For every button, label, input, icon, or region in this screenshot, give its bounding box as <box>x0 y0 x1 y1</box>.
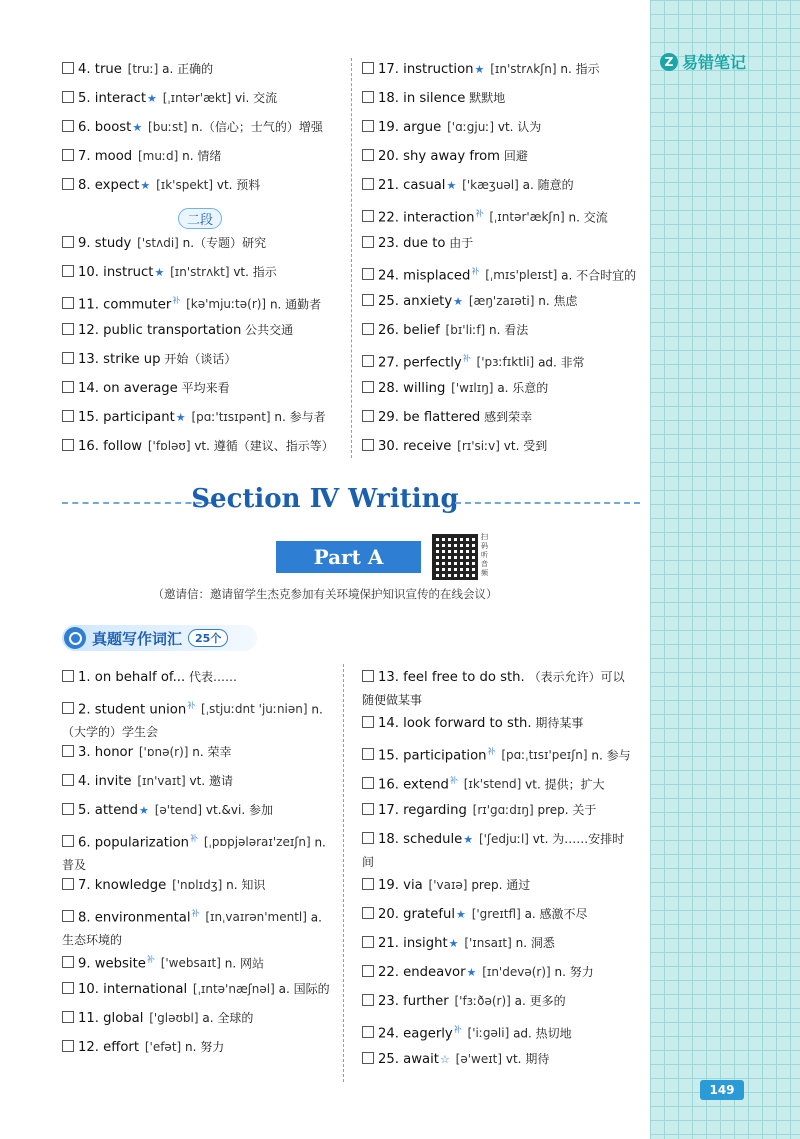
vocab-meaning: a. 随意的 <box>518 178 574 192</box>
vocab-meaning: n.（大学的）学生会 <box>62 702 323 740</box>
vocab-meaning: a. 更多的 <box>510 994 566 1008</box>
checkbox-icon[interactable] <box>362 149 374 161</box>
vocab-phonetic: [truː] <box>123 62 159 76</box>
vocab-item <box>62 799 334 828</box>
checkbox-icon[interactable] <box>362 965 374 977</box>
vocab-item <box>362 666 634 712</box>
column-divider-bottom <box>343 664 344 1082</box>
vocab-item <box>62 58 342 87</box>
vocab-word: 20. grateful <box>378 907 455 922</box>
vocab-item <box>362 874 634 903</box>
vocab-word: 12. public transportation <box>78 323 242 338</box>
vocab-item <box>362 377 642 406</box>
vocab-meaning: vt. 期待 <box>502 1052 550 1066</box>
vocab-item <box>362 1019 634 1048</box>
vocab-meaning: n. 通勤者 <box>266 297 322 312</box>
vocab-header-title: 真题写作词汇 <box>92 629 183 648</box>
vocab-word: 27. perfectly <box>378 355 462 371</box>
vocab-mark-icon: ★ <box>175 411 186 424</box>
vocab-list-bottom-right <box>362 666 634 1077</box>
vocab-phonetic: [ˌmɪs'pleɪst] <box>481 268 558 283</box>
vocab-item <box>362 58 642 87</box>
vocab-meaning: a. 不合时宜的 <box>557 268 637 283</box>
vocab-item <box>62 116 342 145</box>
vocab-word: 14. on average <box>78 381 178 396</box>
vocab-item <box>62 1036 334 1065</box>
section-title: Section Ⅳ Writing <box>191 484 459 514</box>
vocab-phonetic: [ɪn'strʌkt] <box>166 265 230 279</box>
vocab-meaning: vt. 邀请 <box>185 774 233 788</box>
vocab-phonetic: ['websaɪt] <box>156 956 221 971</box>
vocab-word: 24. eagerly <box>378 1026 453 1042</box>
vocab-word: 11. global <box>78 1011 144 1026</box>
vocab-word: 26. belief <box>378 323 440 338</box>
vocab-item <box>362 1048 634 1077</box>
vocab-phonetic: ['fɒləʊ] <box>144 439 191 453</box>
vocab-phonetic: [ə'weɪt] <box>451 1052 503 1066</box>
search-icon <box>64 627 86 649</box>
vocab-meaning: a. 正确的 <box>158 62 214 76</box>
vocab-mark-icon: 补 <box>453 1025 462 1034</box>
vocab-meaning: a. 国际的 <box>274 982 330 996</box>
vocab-phonetic: [ɪk'spekt] <box>152 178 214 192</box>
vocab-list-top-right <box>362 58 642 464</box>
vocab-item <box>62 435 342 464</box>
vocab-word: 7. knowledge <box>78 878 167 893</box>
vocab-meaning: vi. 交流 <box>231 91 278 105</box>
vocab-meaning: n. 交流 <box>564 210 608 225</box>
vocab-mark-icon: 补 <box>172 296 181 305</box>
vocab-word: 8. environmental <box>78 910 191 926</box>
vocab-phonetic: ['nɒlɪdʒ] <box>168 878 223 892</box>
vocab-item <box>362 406 642 435</box>
vocab-meaning: 代表…… <box>185 670 237 684</box>
vocab-phonetic: [ɪk'stend] <box>459 777 522 792</box>
vocab-item <box>362 799 634 828</box>
vocab-meaning: n. 荣幸 <box>188 745 232 759</box>
vocab-phonetic: [kə'mjuːtə(r)] <box>182 297 267 312</box>
sidebar-label <box>660 50 746 73</box>
vocab-item <box>62 261 342 290</box>
vocab-item <box>362 932 634 961</box>
vocab-word: 17. regarding <box>378 803 467 818</box>
vocab-item <box>362 87 642 116</box>
vocab-meaning: n. 指示 <box>556 62 600 76</box>
vocab-word: 4. true <box>78 62 122 77</box>
vocab-phonetic: [muːd] <box>134 149 179 163</box>
checkbox-icon[interactable] <box>362 936 374 948</box>
vocab-item <box>62 903 334 949</box>
vocab-item <box>362 261 642 290</box>
vocab-phonetic: [ɪn'strʌkʃn] <box>486 62 557 76</box>
checkbox-icon[interactable] <box>362 62 374 74</box>
vocab-item <box>62 87 342 116</box>
vocab-meaning: ad. 热切地 <box>509 1026 572 1041</box>
vocab-word: 25. anxiety <box>378 294 453 309</box>
vocab-word: 1. on behalf of... <box>78 670 186 685</box>
checkbox-icon[interactable] <box>62 323 74 335</box>
vocab-mark-icon: ★ <box>456 908 466 921</box>
vocab-meaning: 期待某事 <box>531 716 584 730</box>
vocab-phonetic: ['vaɪə] <box>424 878 468 892</box>
column-divider-top <box>351 58 352 458</box>
vocab-word: 20. shy away from <box>378 149 501 164</box>
vocab-word: 8. expect <box>78 178 140 193</box>
qr-code-icon[interactable] <box>432 534 478 580</box>
vocab-count-badge: 25个 <box>188 629 228 647</box>
vocab-meaning: 感到荣幸 <box>480 410 533 424</box>
vocab-word: 5. attend <box>78 803 139 818</box>
vocab-item <box>362 712 634 741</box>
checkbox-icon[interactable] <box>362 439 374 451</box>
vocab-meaning: a. 生态环境的 <box>62 910 322 948</box>
vocab-item <box>362 990 634 1019</box>
vocab-meaning: 回避 <box>500 149 528 163</box>
checkbox-icon[interactable] <box>362 1026 374 1038</box>
vocab-item <box>62 695 334 741</box>
vocab-meaning: n. 焦虑 <box>534 294 578 308</box>
vocab-word: 15. participant <box>78 410 175 425</box>
checkbox-icon[interactable] <box>62 178 74 190</box>
vocab-meaning: n. 努力 <box>181 1040 225 1054</box>
vocab-meaning: n.（信心；士气的）增强 <box>187 120 323 134</box>
vocab-word: 10. instruct <box>78 265 154 280</box>
vocab-word: 9. study <box>78 236 132 251</box>
vocab-word: 3. honor <box>78 745 134 760</box>
checkbox-icon[interactable] <box>362 323 374 335</box>
vocab-phonetic: [pɑː'tɪsɪpənt] <box>187 410 271 424</box>
checkbox-icon[interactable] <box>362 236 374 248</box>
checkbox-icon[interactable] <box>362 748 374 760</box>
vocab-meaning: n. 参与者 <box>270 410 326 424</box>
vocab-mark-icon: ★ <box>154 266 165 279</box>
vocab-word: 14. look forward to sth. <box>378 716 532 731</box>
checkbox-icon[interactable] <box>62 62 74 74</box>
vocab-word: 21. insight <box>378 936 448 951</box>
vocab-meaning: 默默地 <box>465 91 506 105</box>
checkbox-icon[interactable] <box>62 381 74 393</box>
vocab-meaning: 由于 <box>445 236 474 250</box>
vocab-phonetic: [ɪn'vaɪt] <box>133 774 186 788</box>
vocab-phonetic: ['fɜːðə(r)] <box>450 994 511 1008</box>
vocab-meaning: 平均来看 <box>177 381 230 395</box>
checkbox-icon[interactable] <box>362 777 374 789</box>
vocab-mark-icon: ★ <box>147 92 157 105</box>
checkbox-icon[interactable] <box>62 1011 74 1023</box>
vocab-header <box>62 625 228 651</box>
vocab-item <box>62 741 334 770</box>
checkbox-icon[interactable] <box>362 832 374 844</box>
vocab-mark-icon: ★ <box>466 966 477 979</box>
subtitle: （邀请信：邀请留学生杰克参加有关环境保护知识宣传的在线会议） <box>152 587 498 601</box>
vocab-meaning: n. 知识 <box>222 878 266 892</box>
vocab-mark-icon: 补 <box>462 354 471 363</box>
vocab-meaning: vt.&vi. 参加 <box>202 803 273 817</box>
checkbox-icon[interactable] <box>362 803 374 815</box>
checkbox-icon[interactable] <box>62 410 74 422</box>
page-number: 149 <box>700 1080 744 1100</box>
vocab-meaning: a. 感激不尽 <box>520 907 588 921</box>
vocab-phonetic: ['efət] <box>141 1040 182 1054</box>
vocab-word: 6. popularization <box>78 835 190 851</box>
vocab-item <box>62 949 334 978</box>
vocab-meaning: n. 参与 <box>587 748 631 763</box>
vocab-item <box>62 232 342 261</box>
qr-note: 扫码听音频 <box>481 533 488 577</box>
vocab-item <box>362 435 642 464</box>
vocab-mark-icon: 补 <box>449 776 458 785</box>
vocab-mark-icon: ☆ <box>439 1053 450 1066</box>
vocab-mark-icon: ★ <box>140 179 151 192</box>
vocab-meaning: n. 努力 <box>550 965 594 979</box>
vocab-meaning: vt. 预料 <box>213 178 261 192</box>
note-icon: Z <box>660 53 678 71</box>
vocab-phonetic: [bɪ'liːf] <box>441 323 486 337</box>
vocab-word: 4. invite <box>78 774 132 789</box>
vocab-word: 23. due to <box>378 236 446 251</box>
checkbox-icon[interactable] <box>362 268 374 280</box>
vocab-item <box>62 174 342 203</box>
checkbox-icon[interactable] <box>362 294 374 306</box>
vocab-item <box>362 203 642 232</box>
vocab-meaning: vt. 为……安排时间 <box>362 832 625 869</box>
vocab-word: 11. commuter <box>78 297 172 313</box>
vocab-meaning: prep. 关于 <box>533 803 597 817</box>
checkbox-icon[interactable] <box>362 410 374 422</box>
vocab-word: 2. student union <box>78 702 187 718</box>
vocab-meaning: 公共交通 <box>241 323 294 337</box>
vocab-phonetic: ['ʃedjuːl] <box>475 832 529 846</box>
vocab-phonetic: [æŋ'zaɪəti] <box>465 294 535 308</box>
checkbox-icon[interactable] <box>362 994 374 1006</box>
vocab-meaning: n. 情绪 <box>178 149 222 163</box>
vocab-mark-icon: ★ <box>453 295 464 308</box>
vocab-word: 6. boost <box>78 120 132 135</box>
vocab-phonetic: ['stʌdi] <box>133 236 179 250</box>
checkbox-icon[interactable] <box>62 265 74 277</box>
vocab-item <box>62 319 342 348</box>
vocab-meaning: n. 看法 <box>485 323 529 337</box>
checkbox-icon[interactable] <box>62 297 74 309</box>
vocab-word: 19. via <box>378 878 423 893</box>
checkbox-icon[interactable] <box>362 178 374 190</box>
vocab-item <box>362 770 634 799</box>
vocab-word: 19. argue <box>378 120 442 135</box>
vocab-mark-icon: ★ <box>474 63 485 76</box>
checkbox-icon[interactable] <box>62 774 74 786</box>
vocab-meaning: 开始（谈话） <box>160 352 237 366</box>
vocab-meaning: n. 普及 <box>62 835 326 873</box>
vocab-mark-icon: ★ <box>448 937 459 950</box>
vocab-meaning: n. 网站 <box>220 956 264 971</box>
checkbox-icon[interactable] <box>362 355 374 367</box>
vocab-word: 22. interaction <box>378 210 475 226</box>
vocab-item <box>62 348 342 377</box>
checkbox-icon[interactable] <box>62 1040 74 1052</box>
vocab-item <box>362 348 642 377</box>
vocab-item <box>362 961 634 990</box>
vocab-phonetic: [ˌɪntər'ækt] <box>158 91 232 105</box>
vocab-word: 24. misplaced <box>378 268 471 284</box>
vocab-phonetic: ['greɪtfl] <box>467 907 521 921</box>
vocab-phonetic: ['gləʊbl] <box>145 1011 199 1025</box>
vocab-item <box>62 874 334 903</box>
vocab-phonetic: ['ɒnə(r)] <box>135 745 189 759</box>
vocab-mark-icon: 补 <box>191 909 200 918</box>
vocab-word: 29. be flattered <box>378 410 481 425</box>
vocab-mark-icon: 补 <box>471 267 480 276</box>
vocab-word: 13. feel free to do sth. <box>378 670 525 685</box>
vocab-item <box>362 116 642 145</box>
vocab-word: 18. in silence <box>378 91 466 106</box>
vocab-meaning: vt. 指示 <box>229 265 277 279</box>
vocab-mark-icon: 补 <box>190 834 199 843</box>
checkbox-icon[interactable] <box>362 1052 374 1064</box>
checkbox-icon[interactable] <box>362 120 374 132</box>
checkbox-icon[interactable] <box>362 91 374 103</box>
vocab-mark-icon: 补 <box>187 701 196 710</box>
vocab-item <box>62 290 342 319</box>
checkbox-icon[interactable] <box>62 956 74 968</box>
checkbox-icon[interactable] <box>62 439 74 451</box>
vocab-item <box>362 174 642 203</box>
vocab-item <box>62 828 334 874</box>
vocab-meaning: （表示允许）可以随便做某事 <box>362 670 625 707</box>
vocab-phonetic: [rɪ'siːv] <box>453 439 500 453</box>
vocab-mark-icon: ★ <box>132 121 143 134</box>
vocab-item <box>62 406 342 435</box>
vocab-word: 22. endeavor <box>378 965 466 980</box>
vocab-phonetic: [buːst] <box>144 120 188 134</box>
checkbox-icon[interactable] <box>62 120 74 132</box>
vocab-meaning: n. 洞悉 <box>511 936 555 950</box>
vocab-item <box>362 741 634 770</box>
checkbox-icon[interactable] <box>62 702 74 714</box>
checkbox-icon[interactable] <box>62 149 74 161</box>
vocab-meaning: a. 全球的 <box>198 1011 254 1025</box>
vocab-item <box>362 290 642 319</box>
checkbox-icon[interactable] <box>62 982 74 994</box>
checkbox-icon[interactable] <box>62 670 74 682</box>
checkbox-icon[interactable] <box>62 910 74 922</box>
checkbox-icon[interactable] <box>362 878 374 890</box>
checkbox-icon[interactable] <box>62 236 74 248</box>
vocab-word: 15. participation <box>378 748 487 764</box>
vocab-word: 16. follow <box>78 439 143 454</box>
checkbox-icon[interactable] <box>362 670 374 682</box>
vocab-meaning: ad. 非常 <box>534 355 585 370</box>
vocab-meaning: vt. 受到 <box>499 439 548 453</box>
vocab-meaning: n.（专题）研究 <box>178 236 267 250</box>
vocab-word: 25. await <box>378 1052 439 1067</box>
vocab-meaning: a. 乐意的 <box>493 381 549 395</box>
vocab-meaning: vt. 遵循（建议、指示等） <box>190 439 334 453</box>
vocab-word: 17. instruction <box>378 62 474 77</box>
vocab-phonetic: [ˌɪntə'næʃnəl] <box>189 982 275 996</box>
vocab-item <box>62 377 342 406</box>
sidebar-label-text: 易错笔记 <box>682 53 747 72</box>
checkbox-icon[interactable] <box>362 381 374 393</box>
vocab-item <box>62 770 334 799</box>
vocab-item <box>362 319 642 348</box>
vocab-item <box>362 828 634 874</box>
checkbox-icon[interactable] <box>62 878 74 890</box>
checkbox-icon[interactable] <box>62 803 74 815</box>
vocab-word: 18. schedule <box>378 832 463 847</box>
part-title: Part A <box>276 541 421 573</box>
vocab-item <box>362 903 634 932</box>
vocab-phonetic: ['iːgəli] <box>463 1026 510 1041</box>
vocab-phonetic: [ˌɪntər'ækʃn] <box>485 210 565 225</box>
checkbox-icon[interactable] <box>362 716 374 728</box>
vocab-word: 21. casual <box>378 178 446 193</box>
vocab-word: 9. website <box>78 956 146 972</box>
vocab-phonetic: [ˌstjuːdnt 'juːniən] <box>197 702 308 717</box>
vocab-phonetic: [ˌpɒpjələraɪ'zeɪʃn] <box>200 835 311 850</box>
vocab-phonetic: ['ɑːgjuː] <box>443 120 495 134</box>
vocab-phonetic: ['kæʒuəl] <box>458 178 519 192</box>
vocab-mark-icon: 补 <box>475 209 484 218</box>
vocab-word: 23. further <box>378 994 449 1009</box>
vocab-item <box>62 145 342 174</box>
vocab-phonetic: [ɪnˌvaɪrən'mentl] <box>201 910 307 925</box>
vocab-mark-icon: 补 <box>487 747 496 756</box>
vocab-word: 5. interact <box>78 91 147 106</box>
vocab-phonetic: [ə'tend] <box>150 803 203 817</box>
vocab-item <box>362 232 642 261</box>
vocab-phonetic: [pɑːˌtɪsɪ'peɪʃn] <box>497 748 588 763</box>
vocab-phonetic: ['pɜːfɪktli] <box>472 355 535 370</box>
vocab-phonetic: ['wɪlɪŋ] <box>447 381 494 395</box>
checkbox-icon[interactable] <box>62 745 74 757</box>
vocab-item <box>62 666 334 695</box>
checkbox-icon[interactable] <box>62 91 74 103</box>
vocab-item <box>62 978 334 1007</box>
vocab-mark-icon: ★ <box>446 179 457 192</box>
vocab-mark-icon: 补 <box>146 955 155 964</box>
vocab-list-bottom-left <box>62 666 334 1065</box>
section-rule-right <box>455 502 640 506</box>
vocab-word: 10. international <box>78 982 188 997</box>
vocab-word: 13. strike up <box>78 352 161 367</box>
vocab-phonetic: [rɪ'gɑːdɪŋ] <box>468 803 534 817</box>
subsection-label: 二段 <box>178 208 222 229</box>
vocab-list-top-left <box>62 58 342 464</box>
vocab-word: 12. effort <box>78 1040 140 1055</box>
vocab-phonetic: ['ɪnsaɪt] <box>460 936 512 950</box>
vocab-word: 28. willing <box>378 381 446 396</box>
vocab-meaning: vt. 提供；扩大 <box>521 777 605 792</box>
checkbox-icon[interactable] <box>362 907 374 919</box>
vocab-meaning: prep. 通过 <box>467 878 531 892</box>
checkbox-icon[interactable] <box>62 352 74 364</box>
vocab-mark-icon: ★ <box>463 833 474 846</box>
vocab-word: 7. mood <box>78 149 133 164</box>
grid-side-panel <box>650 0 800 1139</box>
checkbox-icon[interactable] <box>62 835 74 847</box>
checkbox-icon[interactable] <box>362 210 374 222</box>
vocab-item <box>362 145 642 174</box>
vocab-word: 16. extend <box>378 777 449 793</box>
vocab-mark-icon: ★ <box>139 804 149 817</box>
vocab-meaning: vt. 认为 <box>494 120 542 134</box>
vocab-word: 30. receive <box>378 439 452 454</box>
vocab-phonetic: [ɪn'devə(r)] <box>478 965 551 979</box>
vocab-item <box>62 1007 334 1036</box>
